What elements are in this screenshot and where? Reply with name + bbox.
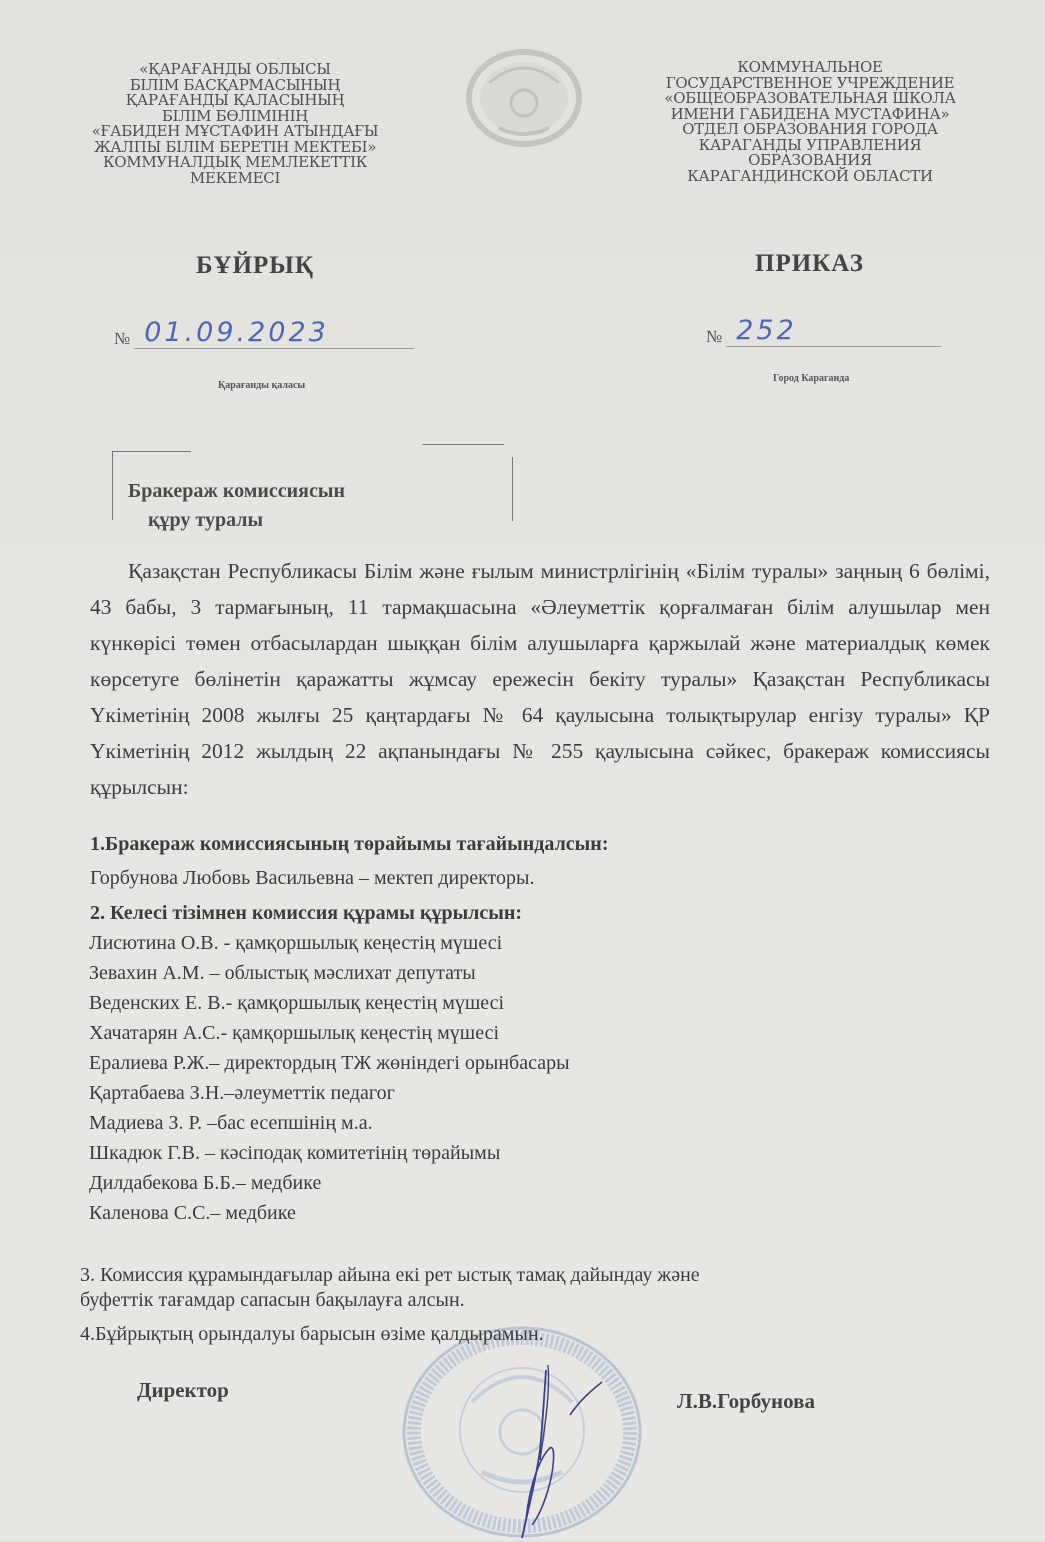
header-kz-line: «ҚАРАҒАНДЫ ОБЛЫСЫ (139, 60, 331, 78)
director-name: Л.В.Горбунова (677, 1389, 815, 1413)
city-ru: Город Караганда (773, 373, 850, 384)
header-kz-line: ҚАРАҒАНДЫ ҚАЛАСЫНЫҢ (125, 91, 345, 109)
header-kz (70, 62, 400, 186)
order-date-line (134, 317, 414, 349)
order-number-field (706, 315, 941, 347)
list-item: Веденских Е. В.- қамқоршылық кеңестің мүшесі (89, 992, 505, 1014)
header-ru-line: КАРАГАНДЫ УПРАВЛЕНИЯ (698, 135, 922, 154)
signature-icon (470, 1360, 670, 1540)
header-ru-line: «ОБЩЕОБРАЗОВАТЕЛЬНАЯ ШКОЛА (664, 89, 956, 107)
header-kz-line: КОММУНАЛДЫҚ МЕМЛЕКЕТТІК (102, 153, 368, 171)
commission-members-list (89, 928, 570, 1228)
subject-line-2: құру туралы (148, 509, 264, 531)
number-sign: № (114, 329, 131, 348)
section-1-text: Горбунова Любовь Васильевна – мектеп директоры. (90, 867, 535, 889)
section-3 (80, 1263, 980, 1313)
preamble-paragraph (90, 553, 990, 805)
header-kz-line: БІЛІМ БӨЛІМІНІҢ (161, 106, 309, 125)
list-item: Лисютина О.В. - қамқоршылық кеңестің мүшесі (89, 932, 503, 954)
city-kz: Қарағанды қаласы (218, 380, 306, 391)
title-ru: ПРИКАЗ (755, 250, 864, 277)
section-2-heading: 2. Келесі тізімнен комиссия құрамы құрылсын: (90, 902, 523, 924)
list-item: Дилдабекова Б.Б.– медбике (89, 1172, 322, 1194)
header-kz-line: БІЛІМ БАСҚАРМАСЫНЫҢ (129, 75, 341, 94)
director-label: Директор (137, 1378, 229, 1402)
order-number-handwritten: 252 (736, 315, 797, 346)
order-date-field (114, 317, 414, 349)
list-item: Хачатарян А.С.- қамқоршылық кеңестің мүшесі (89, 1022, 499, 1044)
preamble-text: Қазақстан Республикасы Білім және ғылым министрлігінің «Білім туралы» заңның 6 бөлімі, 43 бабы, 3 тармағының, 11 тармақшасына «Әлеуметтік қорғалмаған білім алушылар мен күнкөрісі төмен отбасылардан шыққан білім алушыларға қаржылай және материалдық көмек көрсетуге бөлінетін қаражатты жұмсау ережесін бекіту туралы» Қазақстан Республикасы Үкіметінің 2008 жылғы 25 қаңтардағы № 64 қаулысына толықтырулар енгізу туралы» ҚР Үкіметінің 2012 жылдың 22 ақпанындағы № 255 қаулысына сәйкес, бракераж комиссиясы құрылсын: (90, 559, 990, 799)
header-ru-line: КОММУНАЛЬНОЕ (737, 58, 883, 76)
header-ru-line: ОТДЕЛ ОБРАЗОВАНИЯ ГОРОДА (682, 120, 938, 138)
list-item: Каленова С.С.– медбике (89, 1202, 296, 1224)
header-ru (620, 60, 1000, 184)
header-ru-line: КАРАГАНДИНСКОЙ ОБЛАСТИ (687, 166, 933, 185)
list-item: Зевахин А.М. – облыстық мәслихат депутаты (89, 962, 476, 984)
order-subject (128, 477, 345, 535)
subject-bracket-right (512, 457, 513, 521)
order-number-line (726, 315, 941, 347)
header-ru-line: ИМЕНИ ГАБИДЕНА МУСТАФИНА» (670, 104, 950, 123)
section-3-line-2: буфеттік тағамдар сапасын бақылауға алсын. (80, 1289, 465, 1311)
list-item: Шкадюк Г.В. – кәсіподақ комитетінің төрайымы (89, 1142, 501, 1164)
order-date-handwritten: 01.09.2023 (144, 317, 329, 348)
subject-bracket-right-top (422, 444, 504, 445)
list-item: Ералиева Р.Ж.– директордың ТЖ жөніндегі орынбасары (89, 1052, 570, 1074)
subject-line-1: Бракераж комиссиясын (128, 480, 346, 502)
section-3-line-1: 3. Комиссия құрамындағылар айына екі рет ыстық тамақ дайындау және (80, 1264, 700, 1286)
number-sign: № (706, 327, 723, 346)
header-kz-line: МЕКЕМЕСІ (189, 168, 281, 187)
header-kz-line: «ҒАБИДЕН МҰСТАФИН АТЫНДАҒЫ (91, 122, 379, 140)
list-item: Қартабаева З.Н.–әлеуметтік педагог (89, 1082, 395, 1104)
section-1-heading: 1.Бракераж комиссиясының төрайымы тағайындалсын: (90, 833, 609, 855)
list-item: Мадиева З. Р. –бас есепшінің м.а. (89, 1112, 373, 1134)
state-emblem-icon (464, 48, 584, 148)
section-4: 4.Бұйрықтың орындалуы барысын өзіме қалдырамын. (80, 1323, 544, 1345)
header-ru-line: ОБРАЗОВАНИЯ (748, 151, 872, 169)
header-kz-line: ЖАЛПЫ БІЛІМ БЕРЕТІН МЕКТЕБІ» (93, 137, 377, 156)
title-kz: БҰЙРЫҚ (196, 252, 314, 279)
header-ru-line: ГОСУДАРСТВЕННОЕ УЧРЕЖДЕНИЕ (665, 73, 955, 92)
